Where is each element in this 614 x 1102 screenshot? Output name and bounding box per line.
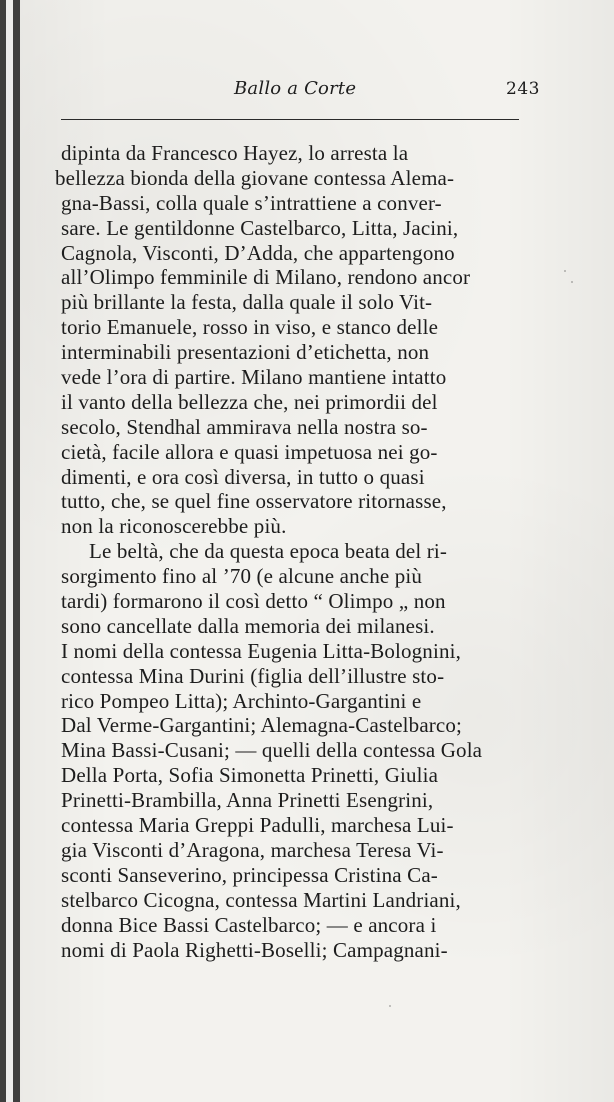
text-line: gia Visconti d’Aragona, marchesa Teresa Vi- xyxy=(61,837,444,862)
text-line: interminabili presentazioni d’etichetta, non xyxy=(61,340,430,365)
text-line: Dal Verme-Gargantini; Alemagna-Castelbarco; xyxy=(61,713,463,738)
text-line: dipinta da Francesco Hayez, lo arresta la xyxy=(61,141,409,165)
text-line: sare. Le gentildonne Castelbarco, Litta, Jacini, xyxy=(61,215,459,240)
text-line: sono cancellate dalla memoria dei milanesi. xyxy=(61,613,435,638)
text-line: bellezza bionda della giovane contessa Alema- xyxy=(55,165,455,190)
text-line: stelbarco Cicogna, contessa Martini Landriani, xyxy=(61,887,461,912)
page-text xyxy=(55,141,531,962)
running-head: Ballo a Corte xyxy=(234,78,357,99)
text-line: il vanto della bellezza che, nei primordii del xyxy=(61,389,438,414)
text-line: Le beltà, che da questa epoca beata del ri- xyxy=(89,539,448,564)
text-line: non la riconoscerebbe più. xyxy=(61,514,287,539)
text-line: Della Porta, Sofia Simonetta Prinetti, Giulia xyxy=(61,763,439,788)
paper-speck xyxy=(389,1005,391,1007)
text-line: vede l’ora di partire. Milano mantiene intatto xyxy=(61,365,447,390)
text-line: rico Pompeo Litta); Archinto-Gargantini e xyxy=(61,688,422,713)
text-line: all’Olimpo femminile di Milano, rendono ancor xyxy=(61,265,471,290)
text-line: tutto, che, se quel fine osservatore ritornasse, xyxy=(61,489,447,514)
text-line: Mina Bassi-Cusani; — quelli della contessa Gola xyxy=(61,738,483,763)
text-line: secolo, Stendhal ammirava nella nostra so- xyxy=(61,414,428,439)
book-spine-shadow xyxy=(0,0,22,1102)
text-line: dimenti, e ora così diversa, in tutto o quasi xyxy=(61,464,425,489)
text-line: nomi di Paola Righetti-Boselli; Campagnani- xyxy=(61,937,448,962)
page-header xyxy=(60,76,540,112)
header-rule xyxy=(61,119,519,120)
text-line: sconti Sanseverino, principessa Cristina Ca- xyxy=(61,862,438,887)
text-line: torio Emanuele, rosso in viso, e stanco delle xyxy=(61,315,439,340)
page-number: 243 xyxy=(506,79,540,99)
text-line: tardi) formarono il così detto “ Olimpo „ non xyxy=(61,589,446,614)
paper-speck xyxy=(182,650,184,652)
text-line: Prinetti-Brambilla, Anna Prinetti Esengrini, xyxy=(61,788,434,813)
text-line: donna Bice Bassi Castelbarco; — e ancora i xyxy=(61,912,437,937)
paper-speck xyxy=(571,281,573,283)
text-line: gna-Bassi, colla quale s’intrattiene a conver- xyxy=(61,190,442,215)
text-line: sorgimento fino al ’70 (e alcune anche più xyxy=(61,564,423,589)
paper-speck xyxy=(564,270,566,272)
text-line: contessa Mina Durini (figlia dell’illustre sto- xyxy=(61,663,445,688)
text-line: più brillante la festa, dalla quale il solo Vit- xyxy=(61,290,433,315)
text-line: contessa Maria Greppi Padulli, marchesa Lui- xyxy=(61,813,454,838)
text-line: cietà, facile allora e quasi impetuosa nei go- xyxy=(61,439,438,464)
text-line: Cagnola, Visconti, D’Adda, che appartengono xyxy=(61,240,455,265)
text-line: I nomi della contessa Eugenia Litta-Bolognini, xyxy=(61,638,461,663)
